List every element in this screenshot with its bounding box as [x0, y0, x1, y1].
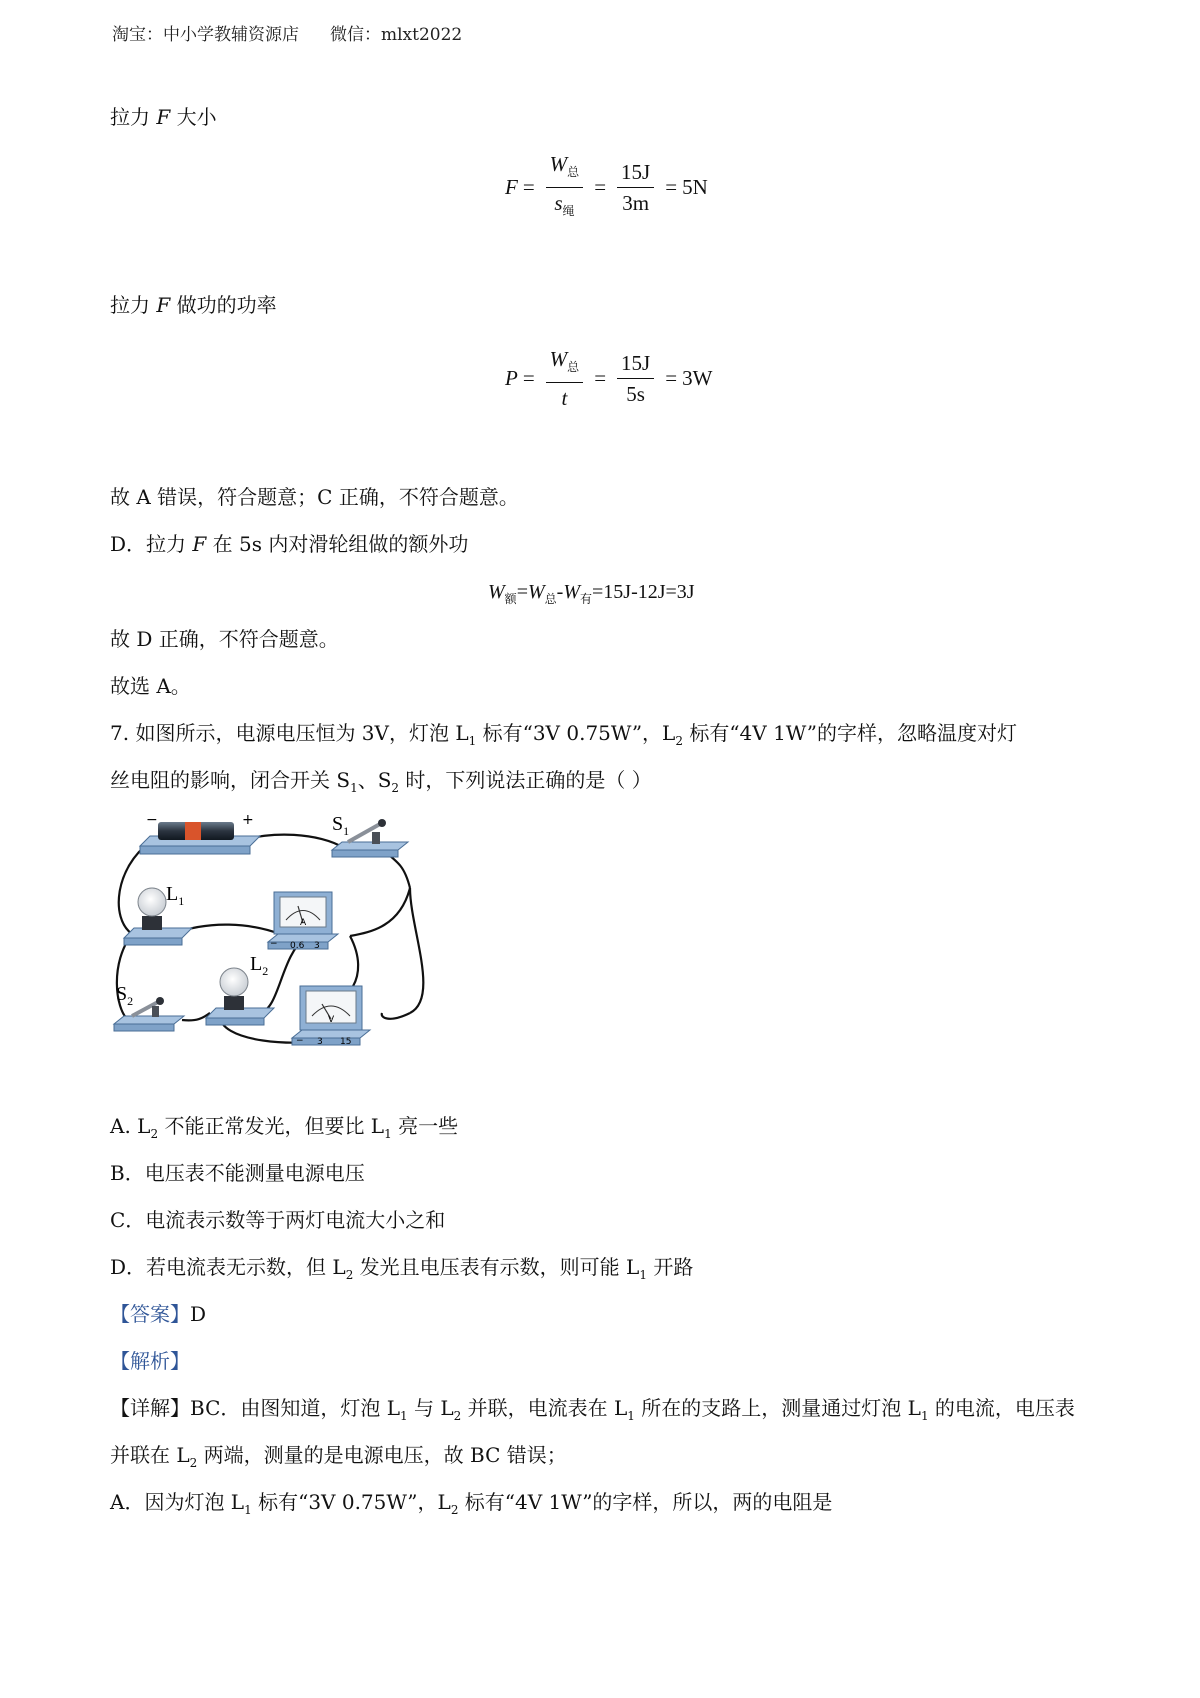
- equals: =: [594, 175, 607, 200]
- text: 标有“3V 0.75W”，L: [251, 1490, 451, 1514]
- text: BC．由图知道，灯泡 L: [190, 1396, 401, 1420]
- option-d: [110, 1253, 693, 1289]
- subscript: 总: [567, 165, 580, 180]
- line-a-wrong: 故 A 错误，符合题意；C 正确，不符合题意。: [110, 485, 519, 509]
- subscript: 2: [150, 1127, 159, 1141]
- fraction: [546, 347, 584, 410]
- line-d-correct: 故 D 正确，不符合题意。: [110, 627, 339, 651]
- l2-label: $L_2$: [250, 953, 269, 978]
- battery-minus: −: [146, 812, 158, 828]
- text: 不能正常发光，但要比 L: [158, 1114, 385, 1138]
- header-shop: 淘宝：中小学教辅资源店: [112, 25, 299, 45]
- text: 拉力: [110, 105, 157, 129]
- fraction: [546, 152, 584, 223]
- option-b: B．电压表不能测量电源电压: [110, 1161, 365, 1185]
- text: 所在的支路上，测量通过灯泡 L: [634, 1396, 921, 1420]
- numerator: 15J: [617, 351, 654, 379]
- detail-label: 【详解】: [110, 1396, 190, 1420]
- section-title-force: [110, 103, 217, 131]
- formula-result: 5N: [682, 175, 708, 200]
- s1-label: $S_1$: [332, 813, 350, 838]
- text: 与 L: [407, 1396, 454, 1420]
- wire: [410, 888, 423, 1013]
- text: 大小: [170, 105, 217, 129]
- equals: =: [665, 175, 678, 200]
- battery-plus: +: [242, 812, 254, 828]
- option-c: C．电流表示数等于两灯电流大小之和: [110, 1208, 446, 1232]
- text: A．因为灯泡 L: [110, 1490, 245, 1514]
- text: 拉力: [110, 293, 157, 317]
- voltmeter: [292, 986, 370, 1047]
- answer-label: 【答案】: [110, 1302, 190, 1326]
- analysis-label-text: 【解析】: [110, 1349, 190, 1373]
- equals: =: [522, 366, 535, 391]
- formula-lhs: F: [505, 175, 518, 200]
- text: 并联，电流表在 L: [461, 1396, 628, 1420]
- text: 的电流，电压表: [928, 1396, 1075, 1420]
- text: 开路: [646, 1255, 694, 1279]
- subscript: 1: [350, 781, 358, 795]
- text: 亮一些: [391, 1114, 459, 1138]
- subscript: 1: [468, 734, 477, 748]
- switch-s2: [114, 983, 184, 1031]
- answer-line: [110, 1300, 206, 1328]
- text: 标有“3V 0.75W”，L: [476, 721, 676, 745]
- formula-result: =15J-12J=3J: [592, 581, 695, 603]
- text: 两端，测量的是电源电压，故 BC 错误；: [197, 1443, 567, 1467]
- option-a: [110, 1112, 458, 1148]
- subscript: 1: [244, 1503, 252, 1517]
- ammeter-symbol: A: [300, 918, 307, 928]
- line-d: [110, 530, 468, 558]
- battery: [140, 812, 260, 854]
- minus: -: [556, 581, 564, 603]
- formula-result: 3W: [682, 366, 713, 391]
- text: 时，下列说法正确的是（ ）: [399, 768, 652, 792]
- equals: =: [522, 175, 535, 200]
- s2-label: $S_2$: [116, 983, 134, 1008]
- numerator: W: [549, 347, 568, 371]
- ammeter: [268, 892, 338, 951]
- equals: =: [516, 581, 528, 603]
- subscript: 有: [580, 592, 593, 606]
- wire: [350, 888, 410, 936]
- denominator: 5s: [626, 382, 645, 407]
- lamp-l2: [206, 953, 274, 1025]
- subscript: 2: [450, 1503, 459, 1517]
- w: W: [527, 581, 545, 603]
- subscript: 1: [920, 1409, 929, 1423]
- subscript: 绳: [562, 204, 575, 219]
- subscript: 2: [345, 1268, 354, 1282]
- subscript: 2: [675, 734, 683, 748]
- subscript: 额: [504, 592, 517, 606]
- equals: =: [665, 366, 678, 391]
- voltmeter-terminal: 15: [340, 1037, 352, 1047]
- text: 7. 如图所示，电源电压恒为 3V，灯泡 L: [110, 721, 469, 745]
- ammeter-terminal: 3: [314, 941, 320, 951]
- subscript: 1: [627, 1409, 635, 1423]
- w: W: [563, 581, 580, 603]
- lamp-l1: [124, 883, 192, 945]
- equals: =: [594, 366, 607, 391]
- voltmeter-symbol: V: [328, 1015, 335, 1025]
- text: 发光且电压表有示数，则可能 L: [353, 1255, 640, 1279]
- section-title-power: [110, 291, 277, 319]
- text: 做功的功率: [170, 293, 277, 317]
- var-f: F: [192, 532, 207, 556]
- text: 丝电阻的影响，闭合开关 S: [110, 768, 351, 792]
- text: D．拉力: [110, 532, 193, 556]
- text: 标有“4V 1W”的字样，所以，两的电阻是: [458, 1490, 833, 1514]
- formula-power: [505, 347, 712, 410]
- subscript: 2: [453, 1409, 462, 1423]
- text: 、S: [357, 768, 392, 792]
- detail-line3: [110, 1488, 832, 1524]
- subscript: 2: [391, 781, 400, 795]
- var-f: F: [156, 293, 171, 317]
- formula-lhs: P: [505, 366, 518, 391]
- subscript: 2: [189, 1456, 198, 1470]
- answer-value: D: [190, 1302, 207, 1326]
- w: W: [488, 581, 505, 603]
- ammeter-terminal: −: [270, 939, 278, 949]
- subscript: 1: [400, 1409, 408, 1423]
- denominator: t: [561, 386, 568, 411]
- text: A. L: [110, 1114, 151, 1138]
- question-7-line1: [110, 719, 1017, 755]
- analysis-label: [110, 1347, 190, 1375]
- l1-label: $L_1$: [166, 883, 185, 908]
- ammeter-terminal: 0.6: [290, 941, 305, 951]
- subscript: 总: [567, 360, 580, 375]
- formula-extra-work: [488, 578, 695, 613]
- fraction: [617, 351, 654, 406]
- voltmeter-terminal: 3: [317, 1037, 323, 1047]
- subscript: 1: [639, 1268, 647, 1282]
- denominator: s: [554, 191, 563, 216]
- fraction: [617, 160, 654, 215]
- header-wechat: 微信：mlxt2022: [330, 25, 463, 45]
- switch-s1: [332, 813, 408, 857]
- numerator: W: [549, 152, 568, 176]
- detail-line2: [110, 1441, 567, 1477]
- line-choose: 故选 A。: [110, 674, 191, 698]
- wire: [382, 1013, 410, 1019]
- voltmeter-terminal: −: [296, 1036, 304, 1046]
- numerator: 15J: [617, 160, 654, 188]
- var-f: F: [156, 105, 171, 129]
- formula-force: [505, 152, 708, 223]
- question-7-line2: [110, 766, 652, 802]
- text: 并联在 L: [110, 1443, 190, 1467]
- subscript: 总: [544, 592, 557, 606]
- text: 标有“4V 1W”的字样，忽略温度对灯: [682, 721, 1017, 745]
- circuit-diagram: [110, 808, 430, 1048]
- text: 在 5s 内对滑轮组做的额外功: [206, 532, 469, 556]
- text: D．若电流表无示数，但 L: [110, 1255, 346, 1279]
- detail-line1: [110, 1394, 1075, 1430]
- subscript: 1: [384, 1127, 392, 1141]
- denominator: 3m: [622, 191, 650, 216]
